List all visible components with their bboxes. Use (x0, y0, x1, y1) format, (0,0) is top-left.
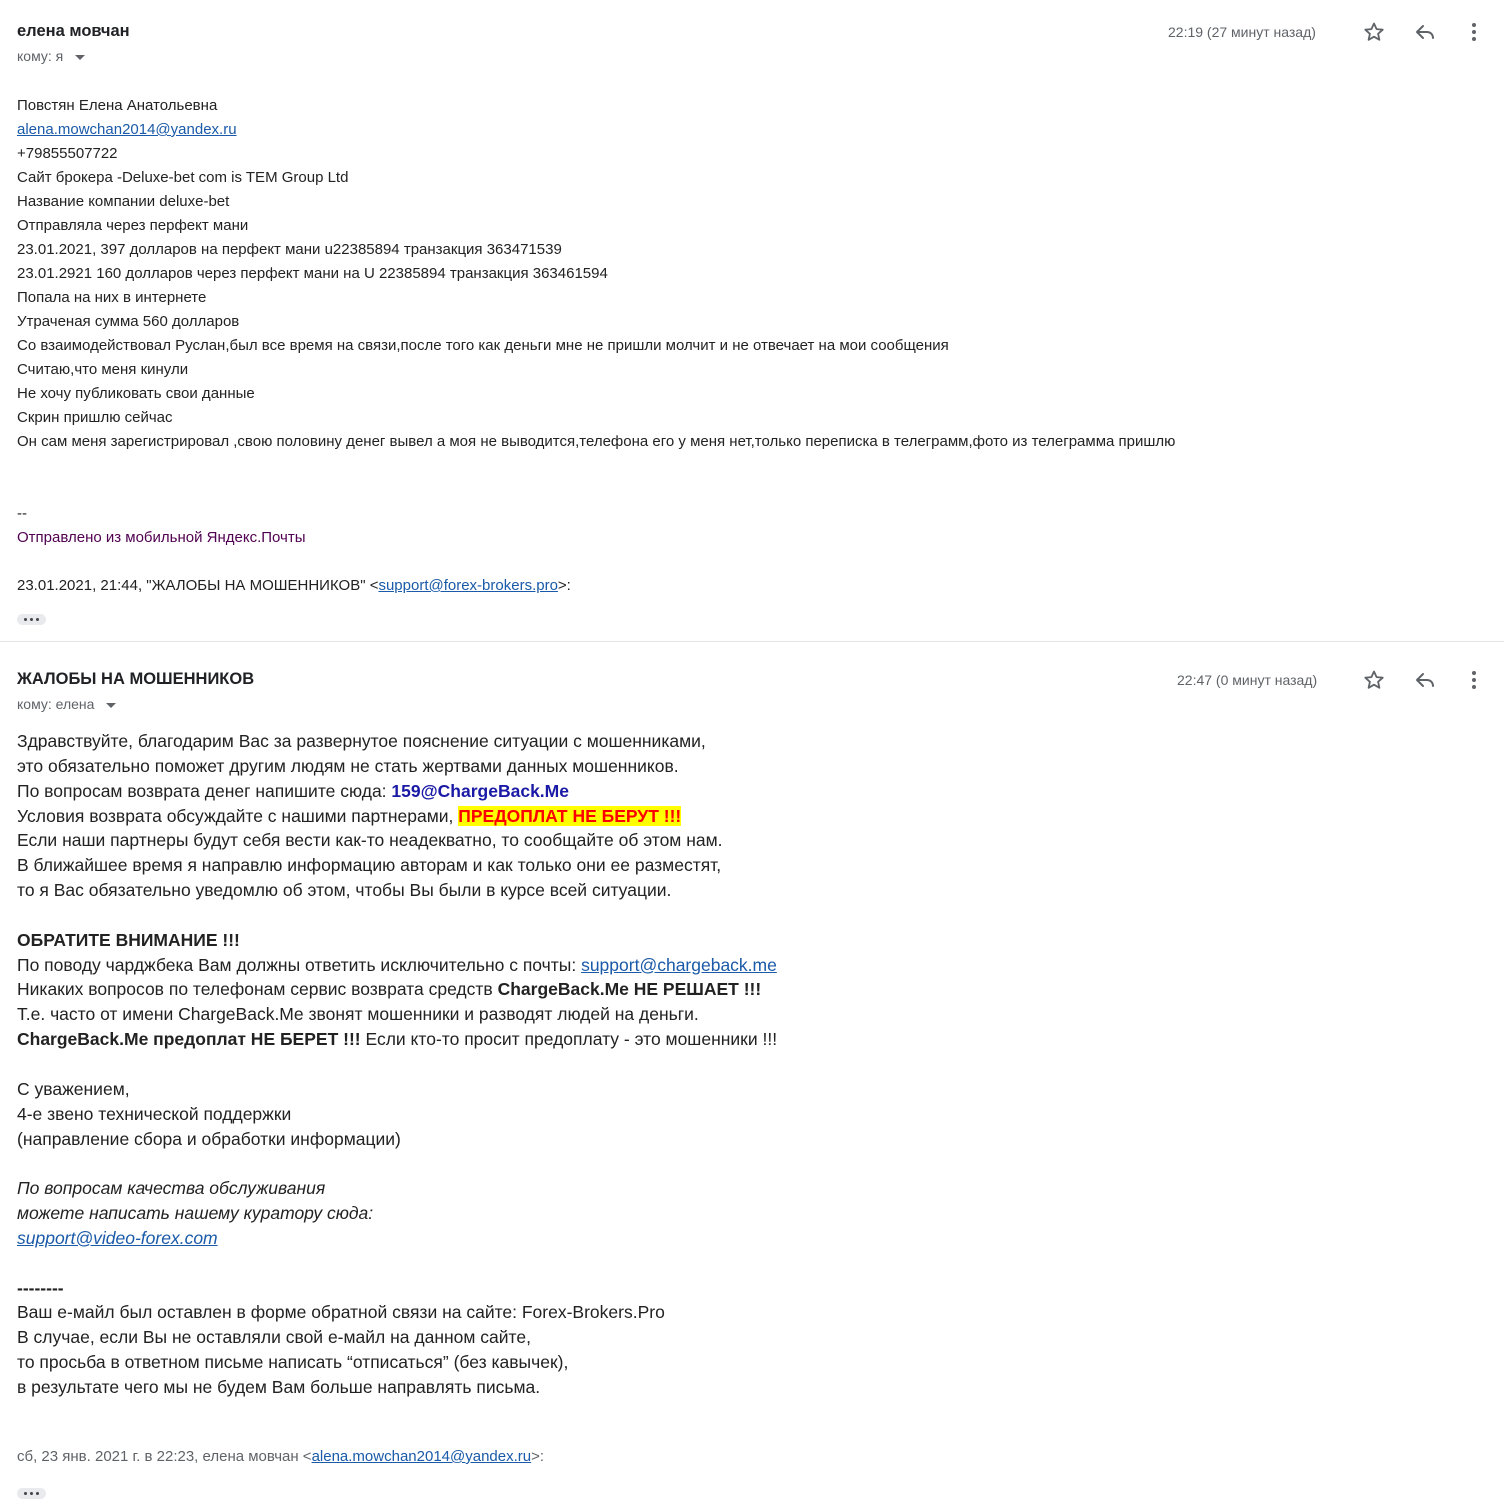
message-2-sender[interactable]: ЖАЛОБЫ НА МОШЕННИКОВ (17, 670, 255, 688)
footer-separator: -------- (17, 1277, 64, 1298)
body-line: Не хочу публиковать свои данные (17, 385, 255, 402)
body-line: Он сам меня зарегистрировал ,свою половину денег вывел а моя не выводится,телефона его у меня нет,только переписка в телеграмм,фото из телеграмма пришлю (17, 433, 1176, 450)
message-1-sender[interactable]: елена мовчан (17, 22, 130, 40)
sender-email-link[interactable]: alena.mowchan2014@yandex.ru (17, 121, 237, 138)
body-line: С уважением, (17, 1078, 130, 1099)
body-line: По вопросам качества обслуживания (17, 1178, 326, 1199)
message-2-body (17, 729, 777, 1400)
body-line: Повстян Елена Анатольевна (17, 97, 218, 114)
message-1-recipients[interactable] (17, 48, 85, 64)
body-line: Ваш е-майл был оставлен в форме обратной связи на сайте: Forex-Brokers.Pro (17, 1302, 665, 1323)
show-trimmed-content-button[interactable] (17, 614, 46, 625)
body-line: Название компании deluxe-bet (17, 193, 230, 210)
body-line: Т.е. часто от имени ChargeBack.Me звонят мошенники и разводят людей на деньги. (17, 1004, 699, 1025)
chevron-down-icon[interactable] (75, 55, 85, 60)
body-line: Здравствуйте, благодарим Вас за развернутое пояснение ситуации с мошенниками, (17, 731, 706, 751)
quote-email-link[interactable]: alena.mowchan2014@yandex.ru (311, 1448, 532, 1465)
message-1-body (17, 94, 1175, 598)
body-line: Считаю,что меня кинули (17, 361, 189, 378)
quote-header (17, 1448, 544, 1465)
body-line: 23.01.2921 160 долларов через перфект мани на U 22385894 транзакция 363461594 (17, 265, 608, 282)
body-line (17, 953, 777, 978)
chevron-down-icon[interactable] (106, 703, 116, 708)
message-2-recipients[interactable] (17, 696, 116, 712)
message-divider (0, 641, 1504, 642)
refund-contact-text: По вопросам возврата денег напишите сюда: (17, 780, 392, 801)
body-line: Утраченая сумма 560 долларов (17, 313, 240, 330)
body-line: +79855507722 (17, 145, 118, 162)
body-line: В случае, если Вы не оставляли свой е-майл на данном сайте, (17, 1327, 531, 1348)
body-line: Со взаимодействовал Руслан,был все время на связи,после того как деньги мне не пришли молчит и не отвечает на мои сообщения (17, 337, 949, 354)
star-icon[interactable] (1362, 20, 1386, 44)
body-line: 4-е звено технической поддержки (17, 1103, 292, 1124)
chargeback-reply-text: По поводу чарджбека Вам должны ответить исключительно с почты: (17, 954, 582, 975)
attention-heading: ОБРАТИТЕ ВНИМАНИЕ !!! (17, 929, 240, 950)
body-line (17, 977, 777, 1002)
phone-warning-text: Никаких вопросов по телефонам сервис возврата средств (17, 979, 498, 1000)
body-line: в результате чего мы не будем Вам больше направлять письма. (17, 1376, 541, 1397)
conditions-text: Условия возврата обсуждайте с нашими партнерами, (17, 805, 459, 826)
recipients-label: кому: я (17, 48, 64, 64)
chargeback-support-link[interactable]: support@chargeback.me (581, 954, 777, 975)
body-line (17, 1027, 777, 1052)
body-line: можете написать нашему куратору сюда: (17, 1203, 374, 1224)
body-line: (направление сбора и обработки информации) (17, 1128, 401, 1149)
body-line: Если наши партнеры будут себя вести как-то неадекватно, то сообщайте об этом нам. (17, 830, 723, 851)
body-line (17, 779, 777, 804)
quote-suffix: >: (531, 1448, 545, 1465)
body-line: это обязательно поможет другим людям не стать жертвами данных мошенников. (17, 755, 679, 776)
curator-email-link[interactable]: support@video-forex.com (17, 1227, 218, 1248)
phone-warning-bold: ChargeBack.Me НЕ РЕШАЕТ !!! (497, 979, 762, 1000)
quote-prefix: 23.01.2021, 21:44, "ЖАЛОБЫ НА МОШЕННИКОВ" < (17, 577, 379, 594)
body-line: то я Вас обязательно уведомлю об этом, чтобы Вы были в курсе всей ситуации. (17, 880, 672, 901)
message-2-time: 22:47 (0 минут назад) (1177, 672, 1318, 688)
reply-icon[interactable] (1413, 20, 1437, 44)
message-1-time: 22:19 (27 минут назад) (1168, 24, 1316, 40)
body-line: то просьба в ответном письме написать “отписаться” (без кавычек), (17, 1352, 569, 1373)
body-line: В ближайшее время я направлю информацию авторам и как только они ее разместят, (17, 855, 722, 876)
signature: Отправлено из мобильной Яндекс.Почты (17, 529, 306, 546)
no-prepayment-bold: ChargeBack.Me предоплат НЕ БЕРЕТ !!! (17, 1029, 361, 1050)
body-line: Отправляла через перфект мани (17, 217, 249, 234)
body-line: 23.01.2021, 397 долларов на перфект мани u22385894 транзакция 363471539 (17, 241, 562, 258)
more-vert-icon[interactable] (1462, 20, 1486, 44)
reply-icon[interactable] (1413, 668, 1437, 692)
quote-prefix: сб, 23 янв. 2021 г. в 22:23, елена мовчан < (17, 1448, 312, 1465)
body-line (17, 804, 777, 829)
body-line: Попала на них в интернете (17, 289, 207, 306)
chargeback-email[interactable]: 159@ChargeBack.Me (391, 780, 569, 801)
quote-email-link[interactable]: support@forex-brokers.pro (378, 577, 558, 594)
more-vert-icon[interactable] (1462, 668, 1486, 692)
show-trimmed-content-button[interactable] (17, 1488, 46, 1499)
star-icon[interactable] (1362, 668, 1386, 692)
quote-header (17, 574, 1175, 598)
body-line: Сайт брокера -Deluxe-bet com is TEM Group Ltd (17, 169, 349, 186)
scam-warning-text: Если кто-то просит предоплату - это мошенники !!! (360, 1029, 778, 1050)
signature-separator: -- (17, 505, 27, 522)
quote-suffix: >: (557, 577, 571, 594)
no-prepayment-highlight: ПРЕДОПЛАТ НЕ БЕРУТ !!! (458, 805, 682, 826)
body-line: Скрин пришлю сейчас (17, 409, 173, 426)
recipients-label: кому: елена (17, 696, 95, 712)
